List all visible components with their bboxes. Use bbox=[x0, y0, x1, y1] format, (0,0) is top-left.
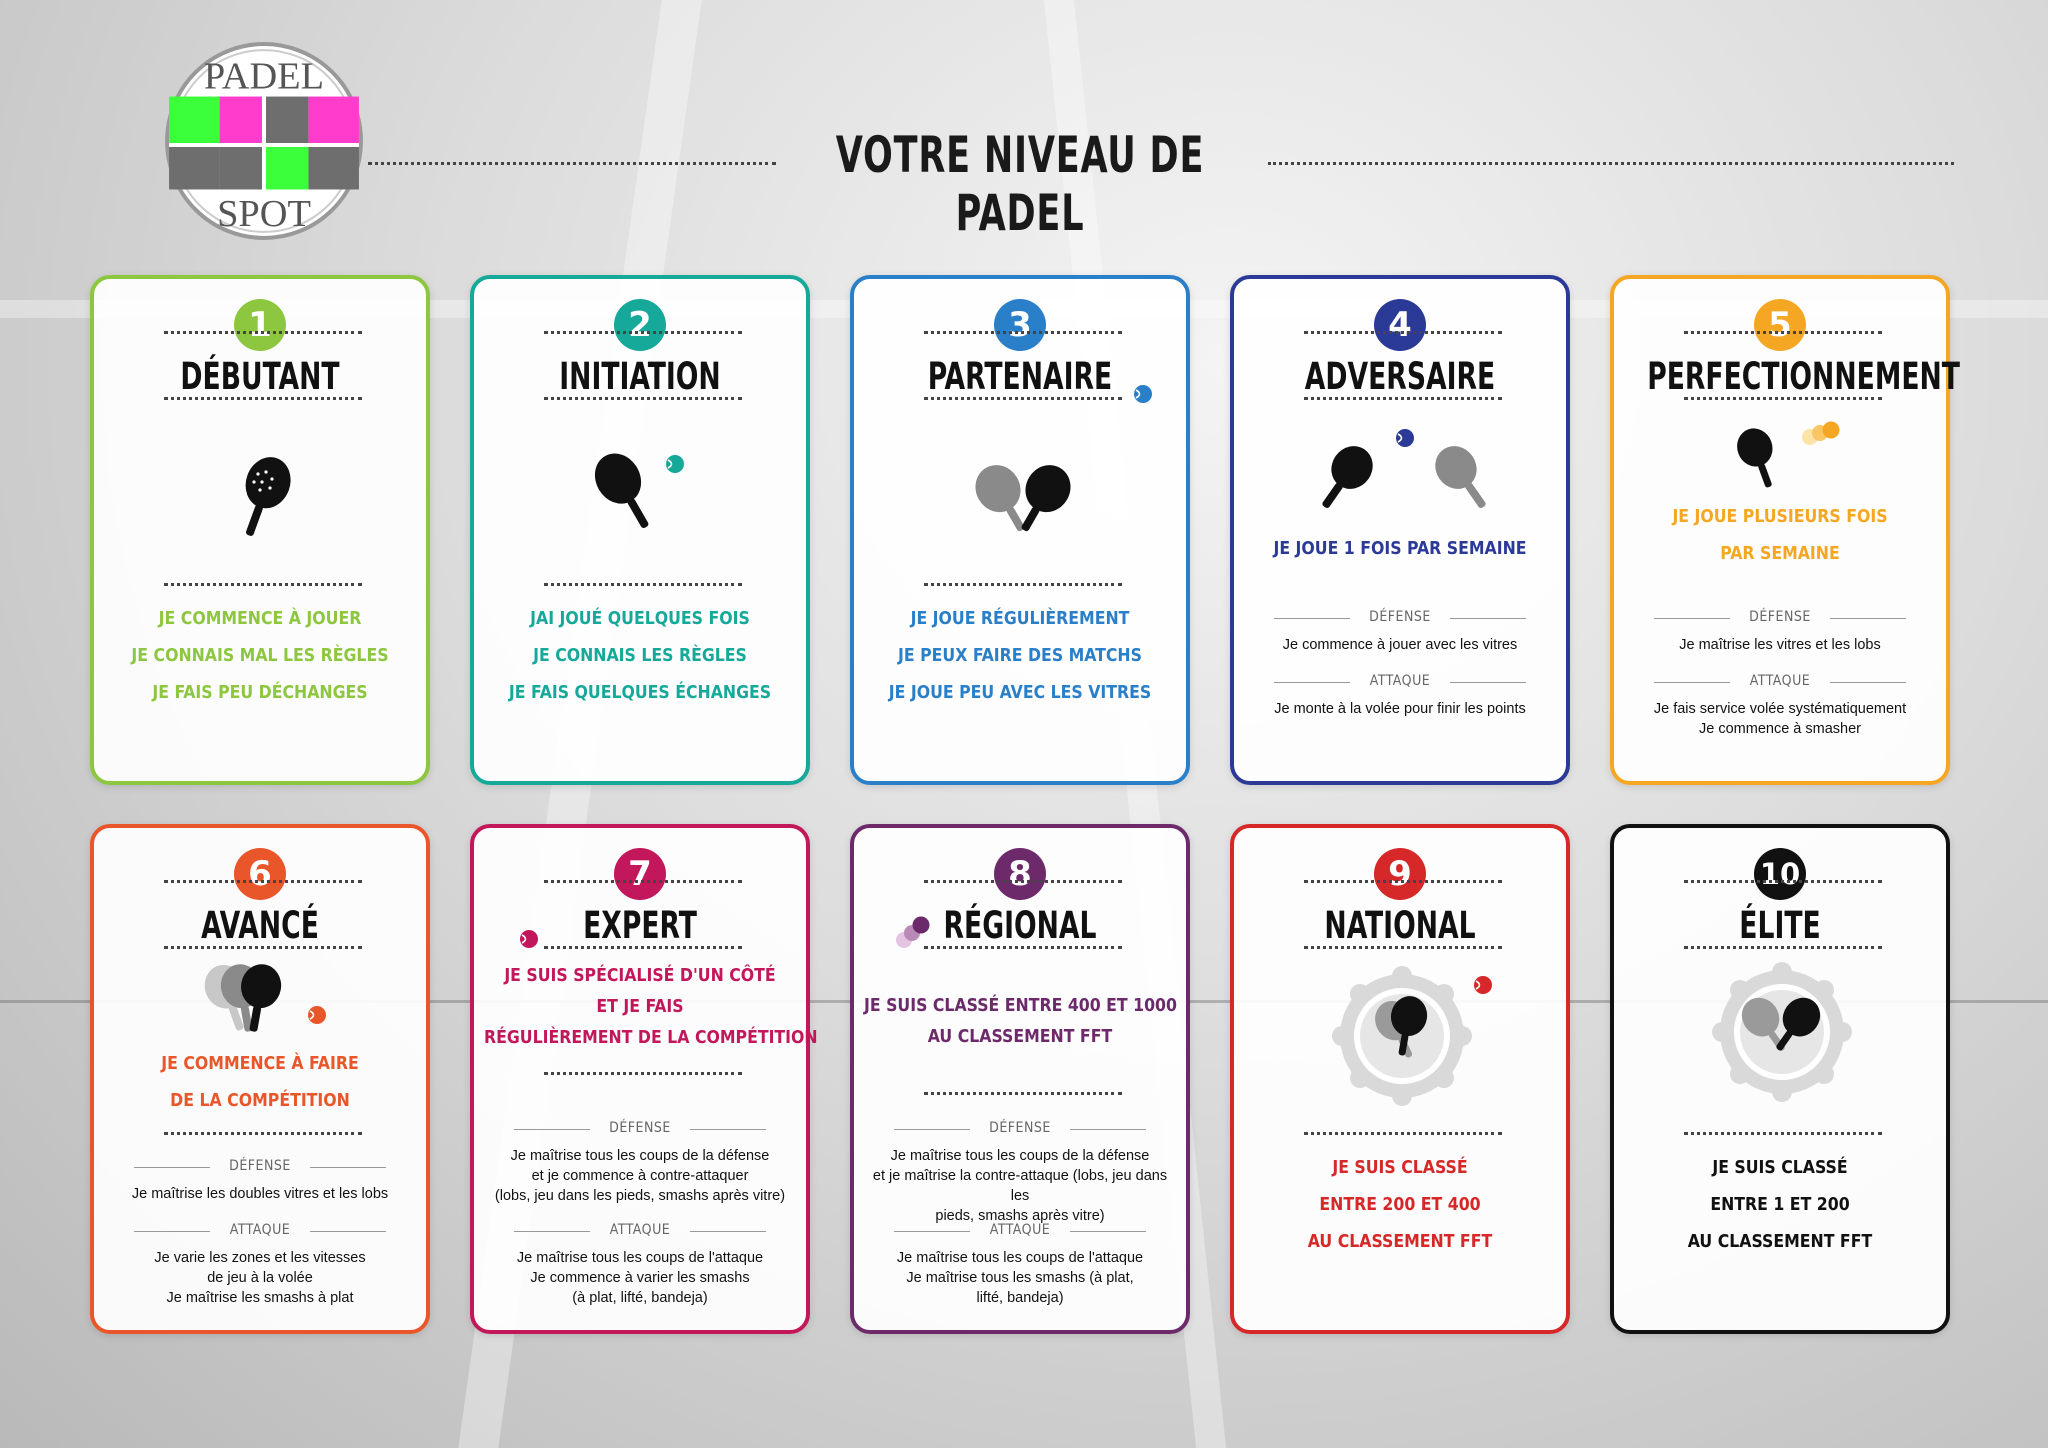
defense-text: Je maîtrise tous les coups de la défense et je commence à contre-attaquer (lobs, jeu dans les pieds, smashs après vitre) bbox=[494, 1148, 786, 1204]
attack-text: Je fais service volée systématiquement Je commence à smasher bbox=[1653, 701, 1907, 737]
padel-racket-icon bbox=[224, 454, 304, 544]
divider bbox=[544, 880, 742, 883]
level-number-badge: 7 bbox=[614, 848, 666, 900]
level-card-7 bbox=[470, 824, 818, 1334]
attack-text: Je varie les zones et les vitesses de jeu à la volée Je maîtrise les smashs à plat bbox=[154, 1250, 366, 1306]
level-name: RÉGIONAL bbox=[943, 904, 1097, 947]
divider bbox=[924, 583, 1122, 586]
padel-ball-icon bbox=[664, 453, 686, 475]
defense-text: Je maîtrise tous les coups de la défense et je maîtrise la contre-attaque (lobs, jeu dans les pieds, smashs après vitre) bbox=[872, 1148, 1168, 1224]
title-rule-left bbox=[368, 162, 776, 165]
padel-ball-icon bbox=[518, 928, 540, 950]
divider bbox=[164, 946, 362, 949]
level-description: JE SUIS CLASSÉ ENTRE 400 ET 1000 AU CLASSEMENT FFT bbox=[864, 996, 1177, 1047]
attack-heading: ATTAQUE bbox=[894, 1222, 1146, 1238]
padel-racket-icon bbox=[199, 958, 289, 1038]
padel-racket-icon bbox=[1304, 439, 1384, 519]
level-number-badge: 6 bbox=[234, 848, 286, 900]
level-number-badge: 5 bbox=[1754, 299, 1806, 351]
divider bbox=[924, 331, 1122, 334]
padel-racket-icon bbox=[964, 459, 1084, 539]
defense-text: Je commence à jouer avec les vitres bbox=[1282, 637, 1518, 653]
level-card-5 bbox=[1610, 275, 1960, 785]
divider bbox=[1684, 946, 1882, 949]
level-card-6 bbox=[90, 824, 430, 1334]
title-rule-right bbox=[1268, 162, 1954, 165]
divider bbox=[544, 1072, 742, 1075]
divider bbox=[1304, 880, 1502, 883]
attack-heading: ATTAQUE bbox=[514, 1222, 766, 1238]
divider bbox=[164, 331, 362, 334]
medal-badge-icon bbox=[1332, 966, 1472, 1106]
level-card-4 bbox=[1230, 275, 1570, 785]
level-name: ADVERSAIRE bbox=[1304, 355, 1496, 398]
logo-bottom-text: SPOT bbox=[217, 192, 311, 235]
attack-heading: ATTAQUE bbox=[1274, 673, 1526, 689]
level-description: JE JOUE RÉGULIÈREMENT JE PEUX FAIRE DES MATCHS JE JOUE PEU AVEC LES VITRES bbox=[888, 609, 1152, 703]
level-number-badge: 2 bbox=[614, 299, 666, 351]
padel-spot-logo bbox=[163, 40, 365, 242]
level-card-10 bbox=[1610, 824, 1950, 1334]
divider bbox=[1304, 397, 1502, 400]
level-number-badge: 10 bbox=[1754, 848, 1806, 900]
level-name: PERFECTIONNEMENT bbox=[1647, 355, 1960, 398]
divider bbox=[924, 946, 1122, 949]
divider bbox=[924, 397, 1122, 400]
level-description: JE JOUE 1 FOIS PAR SEMAINE bbox=[1273, 539, 1527, 559]
attack-heading: ATTAQUE bbox=[134, 1222, 386, 1238]
level-description: JE SUIS SPÉCIALISÉ D'UN CÔTÉ ET JE FAIS RÉGULIÈREMENT DE LA COMPÉTITION bbox=[484, 966, 818, 1048]
divider bbox=[164, 1132, 362, 1135]
level-description: JE SUIS CLASSÉ ENTRE 1 ET 200 AU CLASSEMENT FFT bbox=[1687, 1158, 1873, 1252]
attack-text: Je maîtrise tous les coups de l'attaque Je maîtrise tous les smashs (à plat, lifté, bandeja) bbox=[896, 1250, 1144, 1306]
level-card-8 bbox=[850, 824, 1190, 1334]
level-name: DÉBUTANT bbox=[180, 355, 340, 398]
attack-text: Je maîtrise tous les coups de l'attaque Je commence à varier les smashs (à plat, lifté, bandeja) bbox=[516, 1250, 764, 1306]
level-card-2 bbox=[470, 275, 810, 785]
divider bbox=[544, 583, 742, 586]
level-name: PARTENAIRE bbox=[927, 355, 1113, 398]
padel-ball-icon bbox=[892, 914, 936, 950]
level-name: INITIATION bbox=[559, 355, 721, 398]
padel-ball-icon bbox=[1472, 974, 1494, 996]
level-card-3 bbox=[850, 275, 1190, 785]
level-description: JE SUIS CLASSÉ ENTRE 200 ET 400 AU CLASSEMENT FFT bbox=[1307, 1158, 1493, 1252]
level-name: ÉLITE bbox=[1739, 904, 1821, 947]
defense-text: Je maîtrise les vitres et les lobs bbox=[1679, 637, 1881, 653]
attack-text: Je monte à la volée pour finir les points bbox=[1274, 701, 1526, 717]
defense-heading: DÉFENSE bbox=[134, 1158, 386, 1174]
divider bbox=[1684, 1132, 1882, 1135]
level-description: JE JOUE PLUSIEURS FOIS PAR SEMAINE bbox=[1672, 507, 1888, 564]
divider bbox=[1684, 397, 1882, 400]
padel-racket-icon bbox=[1424, 439, 1504, 519]
defense-heading: DÉFENSE bbox=[1274, 609, 1526, 625]
divider bbox=[544, 946, 742, 949]
divider bbox=[924, 880, 1122, 883]
divider bbox=[164, 583, 362, 586]
attack-heading: ATTAQUE bbox=[1654, 673, 1906, 689]
padel-ball-icon bbox=[306, 1004, 328, 1026]
padel-ball-icon bbox=[1132, 383, 1154, 405]
medal-badge-icon bbox=[1712, 962, 1852, 1102]
divider bbox=[544, 331, 742, 334]
level-description: JE COMMENCE À JOUER JE CONNAIS MAL LES RÈGLES JE FAIS PEU DÉCHANGES bbox=[131, 609, 389, 703]
level-number-badge: 1 bbox=[234, 299, 286, 351]
padel-racket-icon bbox=[584, 449, 664, 539]
defense-heading: DÉFENSE bbox=[1654, 609, 1906, 625]
level-number-badge: 3 bbox=[994, 299, 1046, 351]
level-name: EXPERT bbox=[583, 904, 697, 947]
level-description: JE COMMENCE À FAIRE DE LA COMPÉTITION bbox=[161, 1054, 359, 1111]
level-number-badge: 9 bbox=[1374, 848, 1426, 900]
page-title: VOTRE NIVEAU DE PADEL bbox=[835, 126, 1205, 242]
level-number-badge: 4 bbox=[1374, 299, 1426, 351]
logo-top-text: PADEL bbox=[203, 55, 325, 98]
divider bbox=[164, 880, 362, 883]
padel-ball-icon bbox=[1394, 427, 1416, 449]
padel-racket-icon bbox=[1724, 419, 1794, 499]
padel-ball-icon bbox=[1798, 419, 1848, 449]
divider bbox=[164, 397, 362, 400]
level-name: NATIONAL bbox=[1324, 904, 1476, 947]
divider bbox=[1304, 331, 1502, 334]
divider bbox=[1684, 331, 1882, 334]
divider bbox=[1304, 946, 1502, 949]
divider bbox=[544, 397, 742, 400]
defense-heading: DÉFENSE bbox=[514, 1120, 766, 1136]
defense-heading: DÉFENSE bbox=[894, 1120, 1146, 1136]
defense-text: Je maîtrise les doubles vitres et les lobs bbox=[131, 1186, 389, 1202]
level-card-9 bbox=[1230, 824, 1570, 1334]
divider bbox=[924, 1092, 1122, 1095]
level-description: JAI JOUÉ QUELQUES FOIS JE CONNAIS LES RÈGLES JE FAIS QUELQUES ÉCHANGES bbox=[508, 609, 772, 703]
divider bbox=[1684, 880, 1882, 883]
level-card-1 bbox=[90, 275, 430, 785]
level-number-badge: 8 bbox=[994, 848, 1046, 900]
level-name: AVANCÉ bbox=[201, 904, 319, 947]
divider bbox=[1304, 1132, 1502, 1135]
